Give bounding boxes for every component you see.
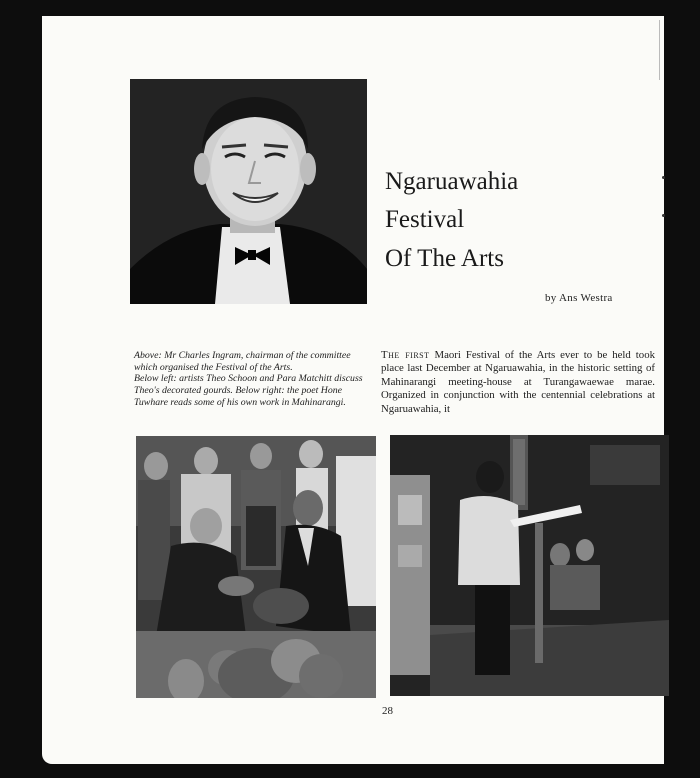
article-title-line-2: Festival bbox=[385, 206, 465, 233]
poet-reading-photo bbox=[390, 435, 669, 696]
caption-below: Below left: artists Theo Schoon and Para Matchitt discuss Theo's decorated gourds. Below right: the poet Hone Tuwhare reads some of his own work in Mahinarangi. bbox=[134, 373, 363, 409]
byline: by Ans Westra bbox=[545, 292, 613, 304]
page-number: 28 bbox=[382, 705, 393, 717]
article-title-line-1: Ngaruawahia bbox=[385, 168, 519, 195]
gourds-photo bbox=[136, 436, 376, 698]
print-speck bbox=[662, 176, 665, 179]
portrait-photo bbox=[130, 79, 367, 304]
body-text: Maori Festival of the Arts ever to be held took place last December at Ngaruawahia, in the historic setting of Mahinarangi meeting-house at Turangawaewae marae. Organized in conjunction with the centennial celebrations at Ngaruawahia, it bbox=[381, 349, 656, 415]
caption-above: Above: Mr Charles Ingram, chairman of the committee which organised the Festival of the Arts. bbox=[134, 350, 351, 374]
page-edge-line bbox=[659, 20, 660, 80]
lead-in: The first bbox=[381, 349, 430, 361]
print-speck bbox=[662, 214, 665, 217]
article-body bbox=[381, 349, 655, 416]
article-title-line-3: Of The Arts bbox=[385, 245, 504, 272]
